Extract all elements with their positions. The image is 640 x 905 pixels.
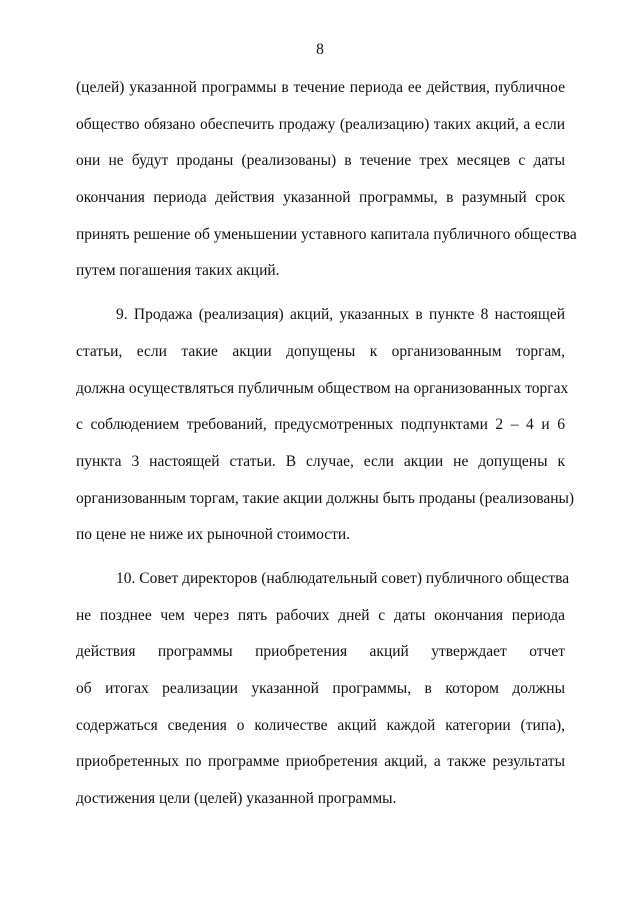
text-line: с соблюдением требований, предусмотренных подпунктами 2 – 4 и 6: [76, 416, 565, 434]
text-line: 9. Продажа (реализация) акций, указанных в пункте 8 настоящей: [116, 306, 565, 324]
text-line: они не будут проданы (реализованы) в течение трех месяцев с даты: [76, 152, 565, 170]
text-line: достижения цели (целей) указанной программы.: [76, 790, 397, 808]
page-number: 8: [316, 41, 324, 58]
text-line: 10. Совет директоров (наблюдательный совет) публичного общества: [116, 569, 570, 587]
document-body: [76, 70, 577, 818]
text-line: пункта 3 настоящей статьи. В случае, если акции не допущены к: [76, 452, 565, 470]
text-line: статьи, если такие акции допущены к организованным торгам,: [76, 342, 565, 360]
text-line: должна осуществляться публичным обществом на организованных торгах: [76, 379, 569, 397]
text-line: окончания периода действия указанной программы, в разумный срок: [76, 189, 565, 207]
paragraph-item-10: [76, 561, 570, 818]
text-line: по цене не ниже их рыночной стоимости.: [76, 526, 351, 544]
text-line: не позднее чем через пять рабочих дней с даты окончания периода: [76, 606, 565, 624]
text-line: путем погашения таких акций.: [76, 262, 280, 280]
text-line: организованным торгам, такие акции должны быть проданы (реализованы): [76, 489, 575, 507]
text-line: (целей) указанной программы в течение периода ее действия, публичное: [76, 79, 565, 96]
text-line: принять решение об уменьшении уставного капитала публичного общества: [76, 225, 577, 243]
text-line: об итогах реализации указанной программы, в котором должны: [76, 680, 565, 697]
paragraph-continuation: [76, 70, 577, 290]
paragraph-item-9: [76, 297, 575, 554]
text-line: приобретенных по программе приобретения акций, а также результаты: [76, 753, 565, 771]
text-line: действия программы приобретения акций утверждает отчет: [76, 643, 565, 661]
text-line: общество обязано обеспечить продажу (реализацию) таких акций, а если: [76, 115, 565, 133]
text-line: содержаться сведения о количестве акций каждой категории (типа),: [76, 716, 565, 734]
